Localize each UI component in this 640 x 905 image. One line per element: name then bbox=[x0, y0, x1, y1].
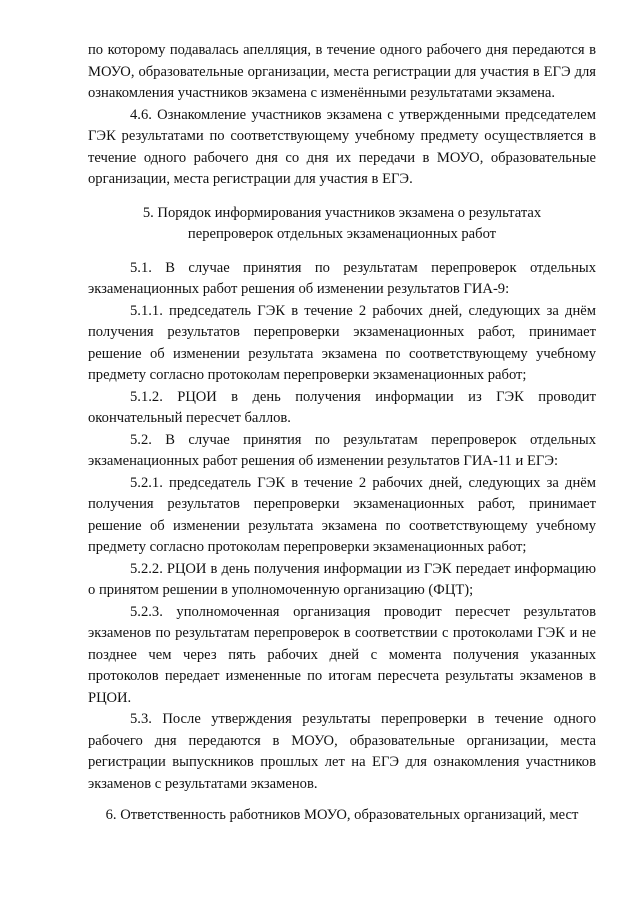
paragraph-5-2-2: 5.2.2. РЦОИ в день получения информации из ГЭК передает информацию о принятом решении в уполномоченную организацию (ФЦТ); bbox=[88, 560, 596, 598]
paragraph-5-3: 5.3. После утверждения результаты перепроверки в течение одного рабочего дня передаются в МОУО, образовательные организации, места регистрации выпускников прошлых лет на ЕГЭ для ознакомления участников экзаменов с результатами экзаменов. bbox=[88, 711, 596, 792]
paragraph-5-2-3: 5.2.3. уполномоченная организация проводит пересчет результатов экзаменов по результатам перепроверок в соответствии с протоколами ГЭК и не позднее чем через пять рабочих дней с момента получения указанных протоколов передает измененные по итогам пересчета результаты экзаменов в РЦОИ. bbox=[88, 603, 596, 706]
paragraph-continuation: по которому подавалась апелляция, в течение одного рабочего дня передаются в МОУО, образовательные организации, места регистрации для участия в ЕГЭ для ознакомления участников экзамена с изменёнными результатами экзамена. bbox=[88, 42, 596, 101]
paragraph-5-1-2: 5.1.2. РЦОИ в день получения информации из ГЭК проводит окончательный пересчет баллов. bbox=[88, 388, 596, 426]
section-5-heading-line-2: перепроверок отдельных экзаменационных работ bbox=[187, 226, 497, 242]
paragraph-4-6: 4.6. Ознакомление участников экзамена с утвержденными председателем ГЭК результатами по соответствующему учебному предмету осуществляется в течение одного рабочего дня со дня их передачи в МОУО, образовательные организации, места регистрации для участия в ЕГЭ. bbox=[88, 106, 596, 187]
section-6-heading: 6. Ответственность работников МОУО, образовательных организаций, мест bbox=[105, 807, 579, 823]
paragraph-5-1-1: 5.1.1. председатель ГЭК в течение 2 рабочих дней, следующих за днём получения результатов перепроверки экзаменационных работ, принимает решение об изменении результата экзамена по соответствующему учебному предмету согласно протоколам перепроверки экзаменационных работ; bbox=[88, 302, 596, 383]
document-page bbox=[88, 40, 596, 827]
paragraph-5-2: 5.2. В случае принятия по результатам перепроверок отдельных экзаменационных работ решения об изменении результатов ГИА-11 и ЕГЭ: bbox=[88, 431, 596, 469]
paragraph-5-2-1: 5.2.1. председатель ГЭК в течение 2 рабочих дней, следующих за днём получения результатов перепроверки экзаменационных работ, принимает решение об изменении результата экзамена по соответствующему учебному предмету согласно протоколам перепроверки экзаменационных работ; bbox=[88, 474, 596, 555]
paragraph-5-1: 5.1. В случае принятия по результатам перепроверок отдельных экзаменационных работ решения об изменении результатов ГИА-9: bbox=[88, 259, 596, 297]
section-5-heading-line-1: 5. Порядок информирования участников экзамена о результатах bbox=[142, 204, 542, 221]
